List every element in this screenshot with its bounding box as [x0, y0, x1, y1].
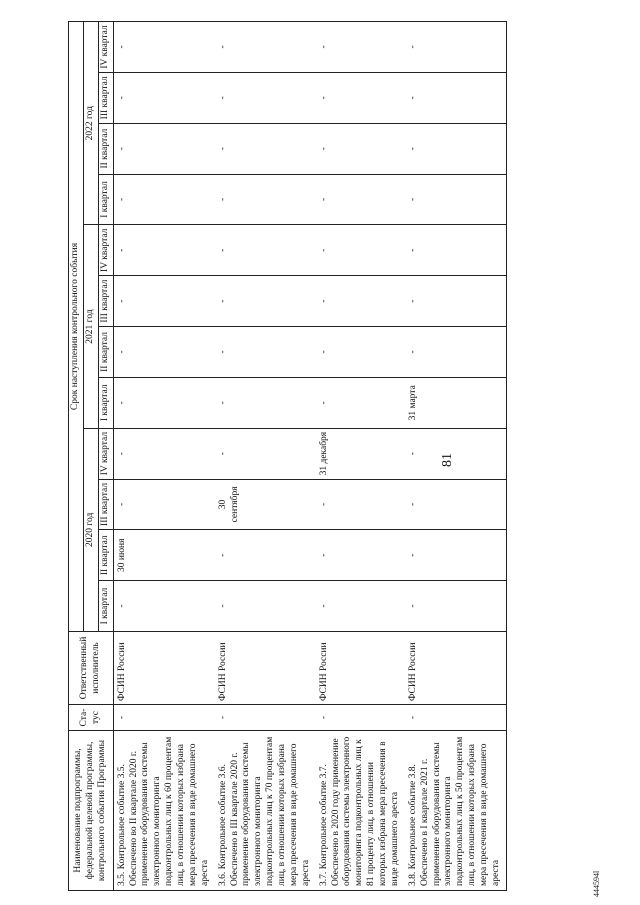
quarter-cell: - — [215, 428, 316, 479]
header-deadline: Срок наступления контрольного события — [69, 22, 84, 632]
event-status: - — [316, 705, 405, 731]
header-quarter: I квартал — [98, 174, 113, 225]
quarter-cell: - — [405, 22, 507, 73]
quarter-cell — [405, 377, 507, 428]
quarter-cell: - — [215, 530, 316, 581]
quarter-cell: - — [113, 123, 215, 174]
header-quarter: II квартал — [98, 123, 113, 174]
quarter-cell: - — [405, 327, 507, 378]
header-quarter: III квартал — [98, 479, 113, 530]
header-year: 2021 год — [83, 225, 98, 428]
quarter-cell: - — [215, 174, 316, 225]
quarter-cell: - — [215, 276, 316, 327]
quarter-cell: - — [316, 123, 405, 174]
table-row — [113, 22, 215, 891]
deadline-date: 30 сентября — [217, 486, 240, 523]
quarter-cell: - — [405, 174, 507, 225]
quarter-cell: - — [215, 225, 316, 276]
header-executor: Ответственный исполнитель — [69, 632, 114, 705]
quarter-cell: - — [215, 123, 316, 174]
deadline-date: 30 июня — [116, 538, 127, 573]
quarter-cell: - — [215, 22, 316, 73]
quarter-cell: - — [405, 581, 507, 632]
quarter-cell: - — [215, 327, 316, 378]
event-name: 3.5. Контрольное событие 3.5. Обеспечено во II квартале 2020 г. применение оборудования системы электронного мониторинга подконтрольных лиц к 60 процентам лиц, в отношении которых избрана мера пресечения в виде домашнего ареста — [113, 731, 215, 891]
deadline-date: 31 декабря — [318, 431, 329, 476]
quarter-cell: - — [316, 377, 405, 428]
quarter-cell: - — [113, 174, 215, 225]
quarter-cell: - — [113, 22, 215, 73]
event-status: - — [215, 705, 316, 731]
quarter-cell — [215, 479, 316, 530]
quarter-cell: - — [113, 581, 215, 632]
event-executor: ФСИН России — [405, 632, 507, 705]
quarter-cell: - — [316, 22, 405, 73]
header-quarter: IV квартал — [98, 428, 113, 479]
quarter-cell: - — [316, 174, 405, 225]
quarter-cell — [316, 428, 405, 479]
quarter-cell: - — [215, 581, 316, 632]
event-name: 3.7. Контрольное событие 3.7. Обеспечено в 2020 году применение оборудования системы электронного мониторинга подконтрольных лиц к 81 проценту лиц, в отношении которых избрана мера пресечения в виде домашнего ареста — [316, 731, 405, 891]
quarter-cell: - — [215, 72, 316, 123]
quarter-cell: - — [405, 225, 507, 276]
header-quarter: I квартал — [98, 377, 113, 428]
header-quarter: III квартал — [98, 72, 113, 123]
quarter-cell: - — [405, 530, 507, 581]
quarter-cell: - — [316, 72, 405, 123]
quarter-cell: - — [316, 327, 405, 378]
quarter-cell: - — [316, 530, 405, 581]
event-name: 3.8. Контрольное событие 3.8. Обеспечено в I квартале 2021 г. применение оборудования системы электронного мониторинга подконтрольных лиц к 50 процентам лиц, в отношении которых избрана мера пресечения в виде домашнего ареста — [405, 731, 507, 891]
quarter-cell: - — [405, 72, 507, 123]
quarter-cell: - — [405, 428, 507, 479]
table-row — [215, 22, 316, 891]
table-row — [405, 22, 507, 891]
deadline-date: 31 марта — [407, 385, 418, 421]
quarter-cell: - — [405, 276, 507, 327]
quarter-cell: - — [316, 581, 405, 632]
quarter-cell: - — [113, 72, 215, 123]
header-quarter: IV квартал — [98, 22, 113, 73]
quarter-cell: - — [113, 428, 215, 479]
event-status: - — [405, 705, 507, 731]
quarter-cell: - — [316, 479, 405, 530]
header-quarter: II квартал — [98, 327, 113, 378]
event-executor: ФСИН России — [113, 632, 215, 705]
page-number: 81 — [440, 453, 455, 467]
header-year: 2020 год — [83, 428, 98, 631]
quarter-cell: - — [405, 479, 507, 530]
control-events-table — [68, 21, 507, 891]
header-quarter: I квартал — [98, 581, 113, 632]
header-quarter: II квартал — [98, 530, 113, 581]
event-executor: ФСИН России — [215, 632, 316, 705]
quarter-cell: - — [113, 327, 215, 378]
header-quarter: IV квартал — [98, 225, 113, 276]
header-year: 2022 год — [83, 22, 98, 225]
quarter-cell: - — [113, 276, 215, 327]
quarter-cell: - — [113, 225, 215, 276]
quarter-cell: - — [316, 225, 405, 276]
quarter-cell: - — [316, 276, 405, 327]
quarter-cell: - — [113, 479, 215, 530]
document-code: 444594l — [592, 870, 601, 897]
quarter-cell: - — [215, 377, 316, 428]
event-name: 3.6. Контрольное событие 3.6. Обеспечено в III квартале 2020 г. применение оборудования системы электронного мониторинга подконтрольных лиц к 70 процентам лиц, в отношении которых избрана мера пресечения в виде домашнего ареста — [215, 731, 316, 891]
header-name: Наименование подпрограммы, федеральной целевой программы, контрольного события Программы — [69, 731, 114, 891]
table-row — [316, 22, 405, 891]
quarter-cell — [113, 530, 215, 581]
quarter-cell: - — [405, 123, 507, 174]
header-quarter: III квартал — [98, 276, 113, 327]
quarter-cell: - — [113, 377, 215, 428]
header-status: Ста-тус — [69, 705, 114, 731]
event-executor: ФСИН России — [316, 632, 405, 705]
event-status: - — [113, 705, 215, 731]
